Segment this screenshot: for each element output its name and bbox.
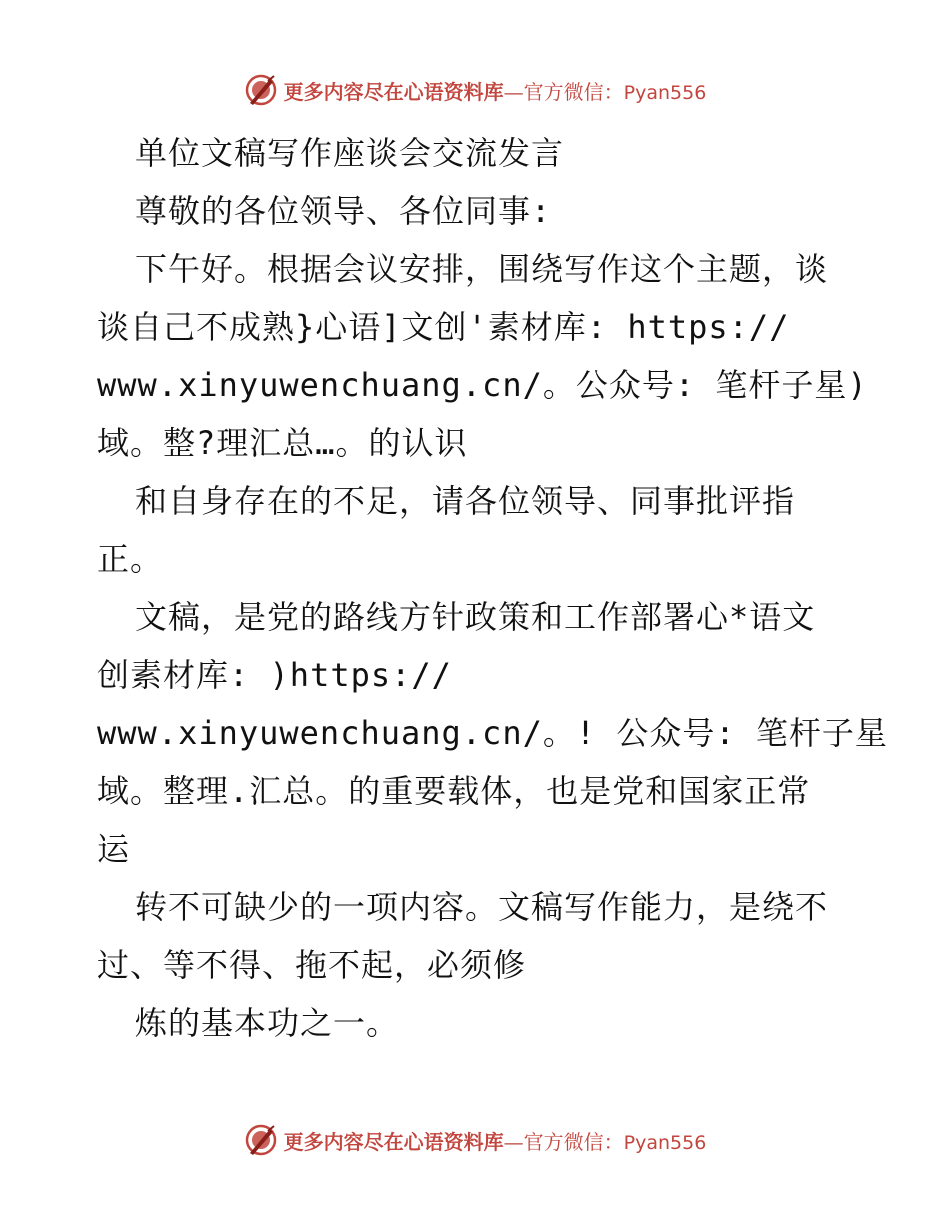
- salutation: 尊敬的各位领导、各位同事:: [135, 192, 552, 230]
- footer-watermark-banner: [0, 1120, 950, 1160]
- paragraph-line: 正。: [97, 540, 164, 578]
- watermark-brand: 更多内容尽在心语资料库: [283, 79, 504, 104]
- watermark-dash: —: [503, 79, 524, 104]
- document-title: 单位文稿写作座谈会交流发言: [135, 134, 565, 172]
- paragraph-line: 谈自己不成熟}心语]文创'素材库: https://: [97, 308, 790, 346]
- quill-pen-logo-icon: [244, 73, 278, 107]
- quill-pen-logo-icon: [244, 1123, 278, 1157]
- watermark-group: [244, 1123, 707, 1157]
- paragraph-line: 和自身存在的不足，请各位领导、同事批评指: [135, 482, 796, 520]
- watermark-text: [284, 76, 707, 105]
- watermark-wechat-id: Pyan556: [623, 1131, 707, 1154]
- paragraph-line: 域。整?理汇总…。的认识: [97, 424, 468, 462]
- paragraph-line: www.xinyuwenchuang.cn/。! 公众号: 笔杆子星: [97, 714, 888, 752]
- watermark-official-label: 官方微信：: [523, 1129, 624, 1154]
- document-body: [97, 124, 888, 1052]
- paragraph-line: 文稿，是党的路线方针政策和工作部署心*语文: [135, 598, 816, 636]
- paragraph-line: 转不可缺少的一项内容。文稿写作能力，是绕不: [135, 888, 829, 926]
- paragraph-line: 域。整理.汇总。的重要载体，也是党和国家正常: [97, 772, 811, 810]
- paragraph-line: 创素材库: )https://: [97, 656, 452, 694]
- watermark-dash: —: [503, 1129, 524, 1154]
- watermark-wechat-id: Pyan556: [623, 81, 707, 104]
- paragraph-line: 炼的基本功之一。: [135, 1004, 400, 1042]
- paragraph-line: 下午好。根据会议安排，围绕写作这个主题，谈: [135, 250, 829, 288]
- header-watermark-banner: [0, 70, 950, 110]
- watermark-group: [244, 73, 707, 107]
- paragraph-line: www.xinyuwenchuang.cn/。公众号: 笔杆子星): [97, 366, 868, 404]
- watermark-text: [284, 1126, 707, 1155]
- paragraph-line: 运: [97, 830, 131, 868]
- watermark-brand: 更多内容尽在心语资料库: [283, 1129, 504, 1154]
- watermark-official-label: 官方微信：: [523, 79, 624, 104]
- paragraph-line: 过、等不得、拖不起，必须修: [97, 946, 527, 984]
